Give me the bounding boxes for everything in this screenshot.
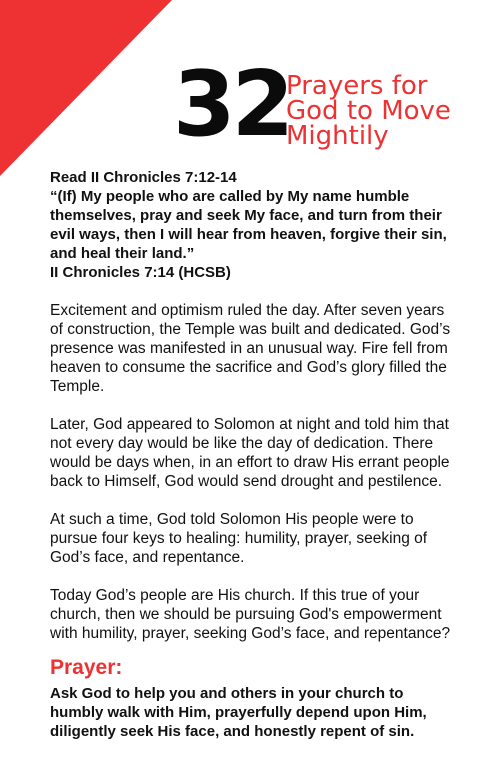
body-paragraph-2: Later, God appeared to Solomon at night and told him that not every day would be like the day of dedication. There would be days when, in an effort to draw His errant people back to Himself, God would send drought and pestilence. (50, 416, 450, 490)
scripture-reference: II Chronicles 7:14 (HCSB) (50, 264, 231, 281)
devotional-content (50, 168, 460, 741)
prayer-text: Ask God to help you and others in your church to humbly walk with Him, prayerfully depend upon Him, diligently seek His face, and honestly repent of sin. (50, 685, 427, 740)
corner-triangle-decoration (0, 0, 172, 176)
body-paragraph-3: At such a time, God told Solomon His people were to pursue four keys to healing: humility, prayer, seeking of God’s face, and repentance. (50, 511, 428, 566)
body-paragraph-1: Excitement and optimism ruled the day. After seven years of construction, the Temple was built and dedicated. God’s presence was manifested in an unusual way. Fire fell from heaven to consume the sacrifice and God’s glory filled the Temple. (50, 302, 451, 395)
title-line-2: God to Move (286, 96, 451, 126)
page-title (286, 71, 451, 151)
scripture-quote: “(If) My people who are called by My name humble themselves, pray and seek My face, and turn from their evil ways, then I will hear from heaven, forgive their sin, and heal their land.” (50, 188, 447, 262)
title-line-1: Prayers for (286, 71, 428, 101)
scripture-block (50, 168, 460, 282)
prayer-heading: Prayer: (50, 656, 123, 679)
scripture-reading: Read II Chronicles 7:12-14 (50, 169, 237, 186)
title-line-3: Mightily (286, 121, 389, 151)
title-number: 32 (173, 52, 291, 157)
body-paragraph-4: Today God’s people are His church. If this true of your church, then we should be pursuing God's empowerment with humility, prayer, seeking God’s face, and repentance? (50, 587, 451, 642)
